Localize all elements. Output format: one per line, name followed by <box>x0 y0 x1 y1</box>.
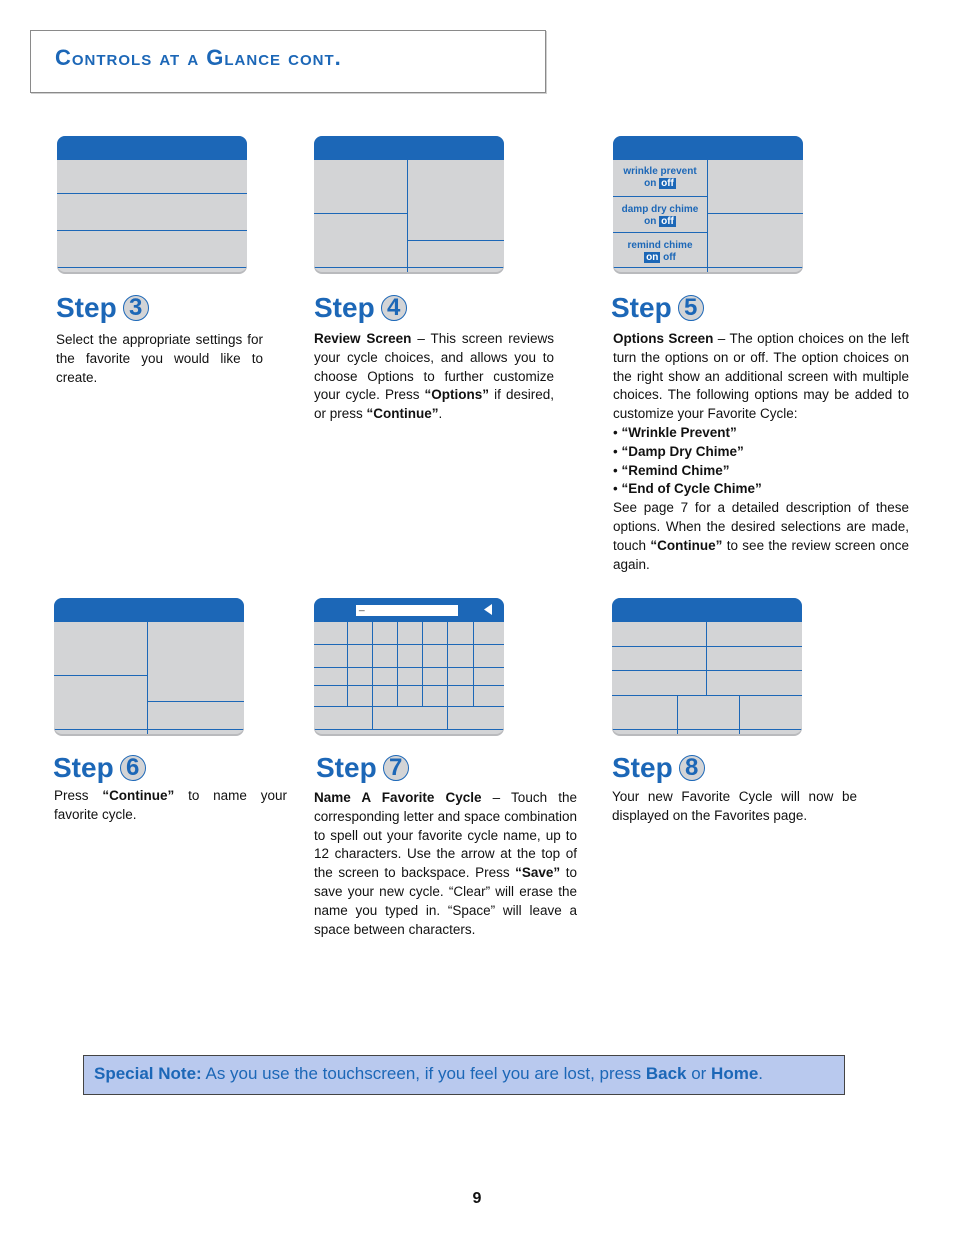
step5-heading: Step 5 <box>611 292 704 324</box>
step4-screen-illustration <box>314 136 504 272</box>
wrinkle-prevent-option[interactable] <box>613 166 707 190</box>
damp-dry-chime-option[interactable] <box>613 204 707 228</box>
divider <box>612 729 802 730</box>
step4-heading: Step 4 <box>314 292 407 324</box>
option-on[interactable]: on <box>644 216 657 227</box>
step-number-badge: 4 <box>381 295 407 321</box>
divider <box>54 675 147 676</box>
screen-header-bar <box>57 136 247 160</box>
divider <box>314 267 504 268</box>
step-number-badge: 7 <box>383 755 409 781</box>
special-note-text: Special Note: As you use the touchscreen, if you feel you are lost, press Back or Home. <box>94 1064 764 1083</box>
divider <box>57 230 247 231</box>
screen-header-bar <box>612 598 802 622</box>
divider <box>407 240 504 241</box>
step8-description: Your new Favorite Cycle will now be displayed on the Favorites page. <box>612 789 857 823</box>
step5-screen-illustration <box>613 136 803 272</box>
step5-description: Options Screen – The option choices on the left turn the options on or off. The option choices on the right show an additional screen with multiple choices. The following options may be added to customize your Favorite Cycle: • “Wrinkle Prevent” • “Damp Dry Chime” • “Remind Chime” • “End of Cycle Chime” See page 7 for a detailed description of these options. When the desired selections are made, touch “Continue” to see the review screen once again. <box>613 331 909 572</box>
step-number-badge: 6 <box>120 755 146 781</box>
divider <box>612 695 802 696</box>
divider <box>612 670 802 671</box>
divider <box>54 729 244 730</box>
step-number-badge: 5 <box>678 295 704 321</box>
step6-screen-illustration <box>54 598 244 734</box>
keyboard-grid <box>314 622 504 734</box>
option-label: wrinkle prevent <box>623 166 697 177</box>
step3-heading: Step 3 <box>56 292 149 324</box>
step3-description: Select the appropriate settings for the favorite you would like to create. <box>56 332 263 385</box>
divider <box>57 267 247 268</box>
option-bullet: • “End of Cycle Chime” <box>613 481 762 497</box>
option-bullet: • “Wrinkle Prevent” <box>613 424 737 440</box>
special-note-box <box>83 1055 845 1095</box>
divider <box>314 213 407 214</box>
option-off[interactable]: off <box>663 252 676 263</box>
option-bullet: • “Damp Dry Chime” <box>613 443 744 459</box>
screen-header-bar <box>54 598 244 622</box>
divider <box>57 193 247 194</box>
divider <box>147 701 244 702</box>
page-title: Controls at a Glance cont. <box>55 45 342 70</box>
option-on-selected[interactable]: on <box>646 252 659 263</box>
step4-description: Review Screen – This screen reviews your cycle choices, and allows you to choose Options to further customize your cycle. Press “Options” if desired, or press “Continue”. <box>314 331 555 422</box>
page-number: 9 <box>472 1190 482 1207</box>
divider <box>707 213 803 214</box>
divider <box>613 196 707 197</box>
option-off-selected[interactable]: off <box>661 178 674 189</box>
remind-chime-option[interactable] <box>613 240 707 264</box>
step8-screen-illustration <box>612 598 802 734</box>
option-bullet: • “Remind Chime” <box>613 462 730 478</box>
name-input-field[interactable] <box>356 601 458 616</box>
screen-header-bar <box>314 136 504 160</box>
title-box <box>30 30 546 93</box>
divider <box>147 622 148 734</box>
divider <box>612 646 802 647</box>
option-label: damp dry chime <box>621 204 699 215</box>
step6-heading: Step 6 <box>53 752 146 784</box>
divider <box>613 232 707 233</box>
divider <box>707 160 708 272</box>
step6-description: Press “Continue” to name your favorite cycle. <box>54 788 287 822</box>
option-label: remind chime <box>627 240 693 251</box>
step7-description: Name A Favorite Cycle – Touch the corresponding letter and space combination to spell out your favorite cycle name, up to 12 characters. Use the arrow at the top of the screen to backspace. Press “Save” to save your new cycle. “Clear” will erase the name you typed in. “Space” will leave a space between characters. <box>314 790 577 937</box>
divider <box>706 622 707 695</box>
step-number-badge: 3 <box>123 295 149 321</box>
divider <box>613 267 803 268</box>
input-cursor: _ <box>359 601 365 612</box>
divider <box>407 160 408 272</box>
step8-heading: Step 8 <box>612 752 705 784</box>
backspace-arrow-icon[interactable] <box>484 604 493 615</box>
option-off-selected[interactable]: off <box>661 216 674 227</box>
screen-header-bar <box>613 136 803 160</box>
option-on[interactable]: on <box>644 178 657 189</box>
step7-heading: Step 7 <box>316 752 409 784</box>
step3-screen-illustration <box>57 136 247 272</box>
step-number-badge: 8 <box>679 755 705 781</box>
step7-keyboard-illustration <box>314 598 504 734</box>
